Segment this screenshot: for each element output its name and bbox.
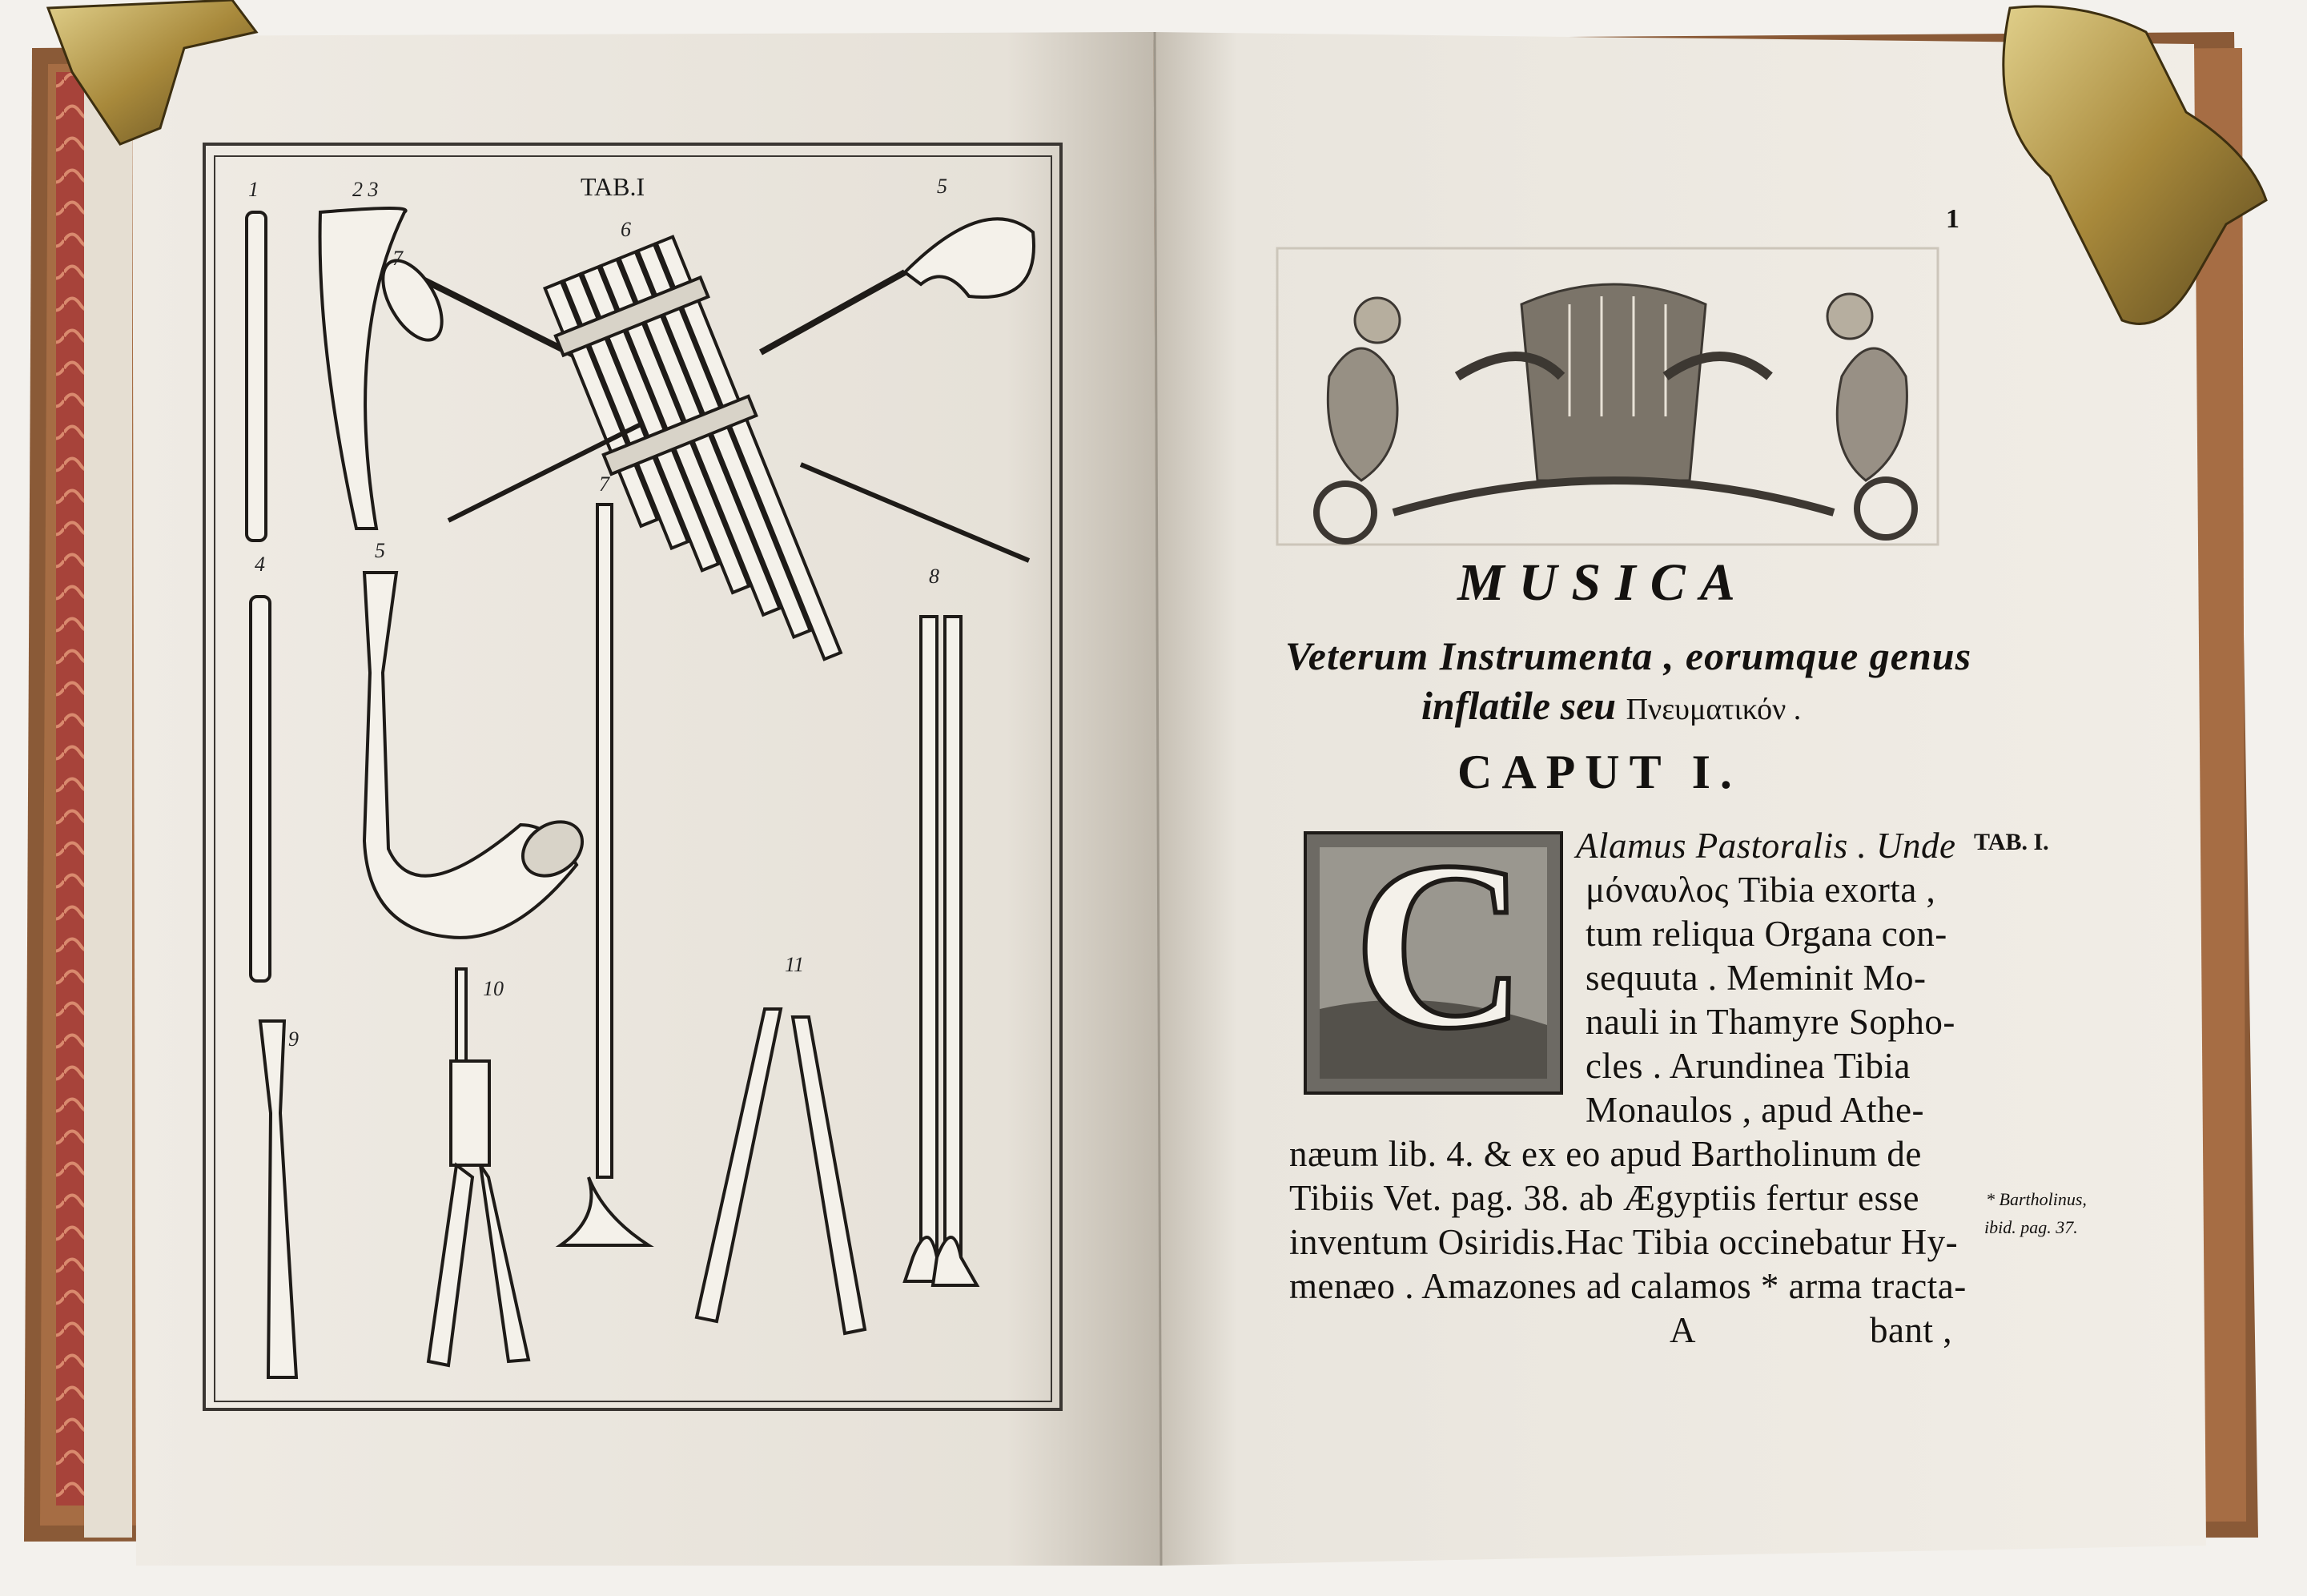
body-line: tum reliqua Organa con- [1586,914,1947,954]
plate-label: 5 [375,539,385,562]
footnote-line-1: * Bartholinus, [1986,1189,2087,1209]
plate-label: 4 [255,553,265,576]
chapter-heading: CAPUT I. [1457,746,1742,798]
body-line: μόναυλος Tibia exorta , [1586,870,1936,910]
subtitle-line-1: Veterum Instrumenta , eorumque genus [1285,633,1972,678]
plate-label: 9 [288,1027,299,1051]
footnote-line-2: ibid. pag. 37. [1984,1217,2078,1237]
body-line: Tibiis Vet. pag. 38. ab Ægyptiis fertur esse [1289,1178,1919,1218]
page-heading: MUSICA [1457,553,1750,612]
signature-mark: A [1670,1310,1696,1350]
plate-label: 11 [785,953,805,976]
plate-label: 6 [621,218,631,241]
body-line: inventum Osiridis.Hac Tibia occinebatur Hy- [1289,1222,1959,1262]
plate-label: 10 [483,977,504,1000]
plate-label: 2 3 [352,178,379,201]
plate-label: 7 [599,472,609,496]
body-line: nauli in Thamyre Sopho- [1586,1002,1955,1042]
subtitle-greek: Πνευματικόν . [1626,693,1802,726]
plate-title: TAB.I [581,172,645,201]
body-line: cles . Arundinea Tibia [1586,1046,1911,1086]
plate-label: 7 [392,247,403,270]
plate-label: 8 [929,565,939,588]
body-line: sequuta . Meminit Mo- [1586,958,1927,998]
plate-label: 1 [248,178,259,201]
subtitle-line-2 [1421,682,1801,729]
body-line: Monaulos , apud Athe- [1586,1090,1924,1130]
catchword: bant , [1870,1310,1952,1350]
drop-cap: C [1353,812,1527,1078]
margin-reference: TAB. I. [1974,829,2049,855]
body-line: Alamus Pastoralis . Unde [1576,826,1956,866]
body-line: menæo . Amazones ad calamos * arma tracta- [1289,1266,1967,1306]
body-line: næum lib. 4. & ex eo apud Bartholinum de [1289,1134,1922,1174]
page-number: 1 [1946,204,1959,234]
subtitle-latin: inflatile seu [1421,683,1617,728]
plate-label: 5 [937,175,947,198]
